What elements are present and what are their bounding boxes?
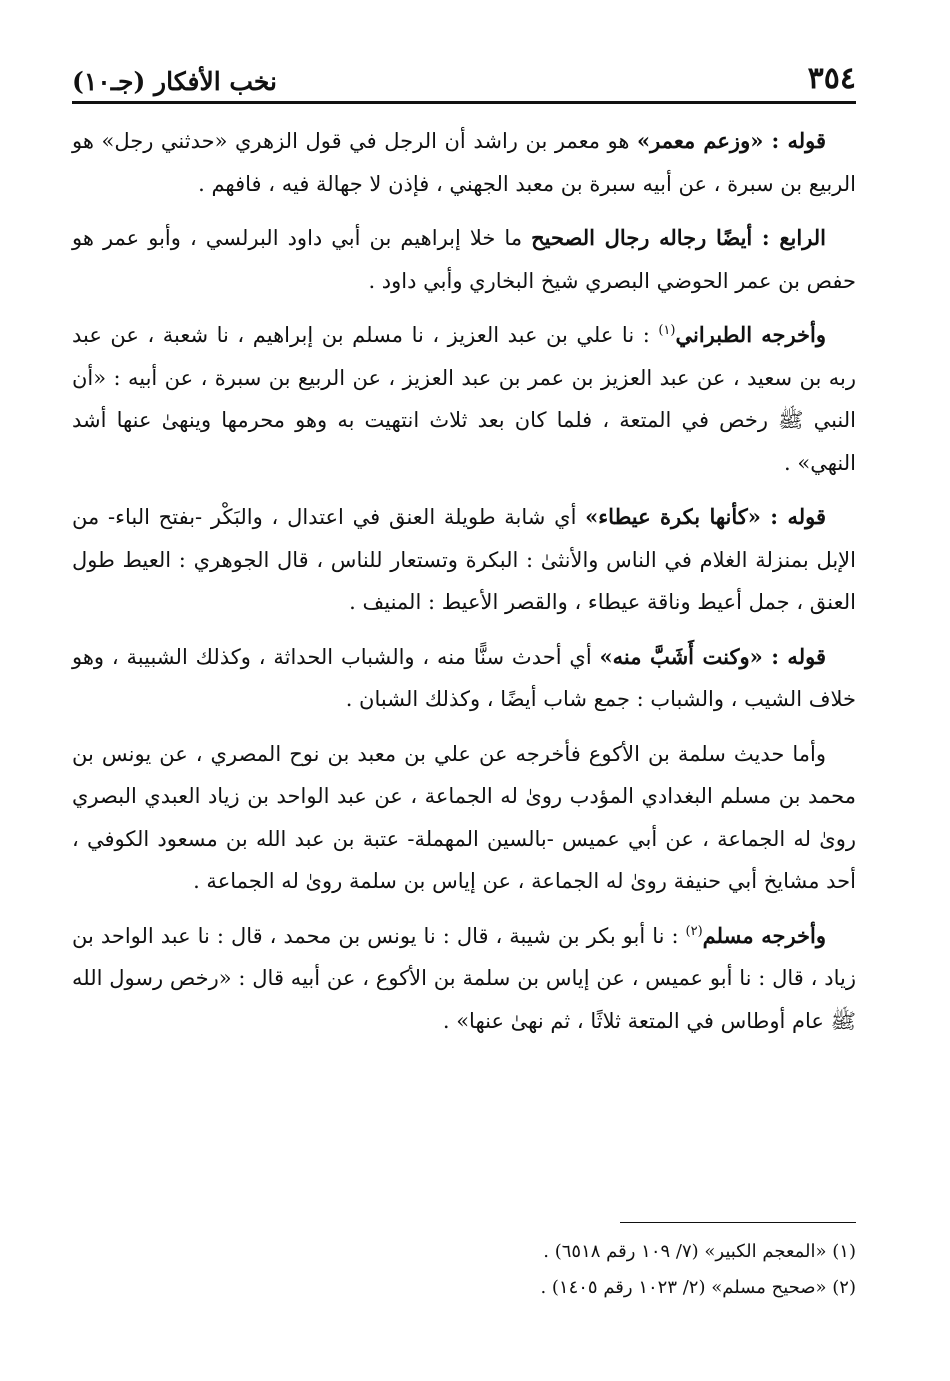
paragraph — [72, 314, 856, 484]
paragraph-lead: وأخرجه الطبراني — [675, 322, 826, 347]
paragraph-lead: الرابع : أيضًا رجاله رجال الصحيح — [531, 225, 827, 250]
paragraph-text: : نا أبو بكر بن شيبة ، قال : نا يونس بن محمد ، قال : نا عبد الواحد بن زياد ، قال : نا أبو عميس ، عن إياس بن سلمة بن الأكوع ، عن أبيه قال : «رخص رسول الله ﷺ عام أوطاس في المتعة ثلاثًا ، ثم نهىٰ عنها» . — [72, 923, 856, 1033]
paragraph-text: أي شابة طويلة العنق في اعتدال ، والبَكْر -بفتح الباء- من الإبل بمنزلة الغلام في الناس والأنثىٰ : البكرة وتستعار للناس ، قال الجوهري : العيط طول العنق ، جمل أعيط وناقة عيطاء ، والقصر الأعيط : المنيف . — [72, 505, 856, 614]
footnote: (٢) «صحيح مسلم» (٢/ ١٠٢٣ رقم ١٤٠٥) . — [540, 1277, 856, 1298]
paragraph — [72, 496, 856, 624]
main-text — [72, 120, 856, 1054]
paragraph-text: : نا علي بن عبد العزيز ، نا مسلم بن إبراهيم ، نا شعبة ، عن عبد ربه بن سعيد ، عن عبد العزيز بن عمر بن عبد العزيز ، عن الربيع بن سبرة ، عن أبيه : «أن النبي ﷺ رخص في المتعة ، فلما كان بعد ثلاث انتهيت به وهو محرمها وينهىٰ عنها أشد النهي» . — [72, 323, 856, 475]
paragraph-text: وأما حديث سلمة بن الأكوع فأخرجه عن علي بن معبد بن نوح المصري ، عن يونس بن محمد بن مسلم البغدادي المؤدب روىٰ له الجماعة ، عن عبد الواحد بن زياد العبدي البصري روىٰ له الجماعة ، عن أبي عميس -بالسين المهملة- عتبة بن عبد الله بن مسعود الكوفي ، أحد مشايخ أبي حنيفة روىٰ له الجماعة ، عن إياس بن سلمة روىٰ له الجماعة . — [72, 741, 856, 893]
paragraph-text: ما خلا إبراهيم بن أبي داود البرلسي ، وأبو عمر هو حفص بن عمر الحوضي البصري شيخ البخاري وأبي داود . — [72, 226, 856, 293]
paragraph — [72, 733, 856, 903]
paragraph — [72, 915, 856, 1043]
footnote: (١) «المعجم الكبير» (٧/ ١٠٩ رقم ٦٥١٨) . — [543, 1241, 856, 1262]
footnote-marker[interactable]: (١) — [658, 323, 676, 338]
footnote-rule — [620, 1222, 856, 1223]
page-header — [72, 56, 856, 96]
paragraph — [72, 636, 856, 721]
paragraph-lead: قوله : «وكنت أَشَبَّ منه» — [599, 643, 826, 669]
paragraph-lead: وأخرجه مسلم — [702, 922, 826, 948]
paragraph-lead: قوله : «كأنها بكرة عيطاء» — [585, 504, 826, 529]
footnote-marker[interactable]: (٢) — [685, 923, 703, 939]
running-title: نخب الأفكار (جـ١٠) — [72, 67, 278, 96]
paragraph — [72, 120, 856, 205]
header-rule — [72, 101, 856, 104]
paragraph — [72, 217, 856, 302]
page-number: ٣٥٤ — [807, 61, 856, 96]
footnotes — [72, 1234, 856, 1306]
paragraph-lead: قوله : «وزعم معمر» — [637, 128, 827, 153]
paragraph-text: أي أحدث سنًّا منه ، والشباب الحداثة ، وكذلك الشبيبة ، وهو خلاف الشيب ، والشباب : جمع شاب أيضًا ، وكذلك الشبان . — [72, 644, 856, 711]
paragraph-text: هو معمر بن راشد أن الرجل في قول الزهري «حدثني رجل» هو الربيع بن سبرة ، عن أبيه سبرة بن معبد الجهني ، فإذن لا جهالة فيه ، فافهم . — [72, 129, 856, 196]
